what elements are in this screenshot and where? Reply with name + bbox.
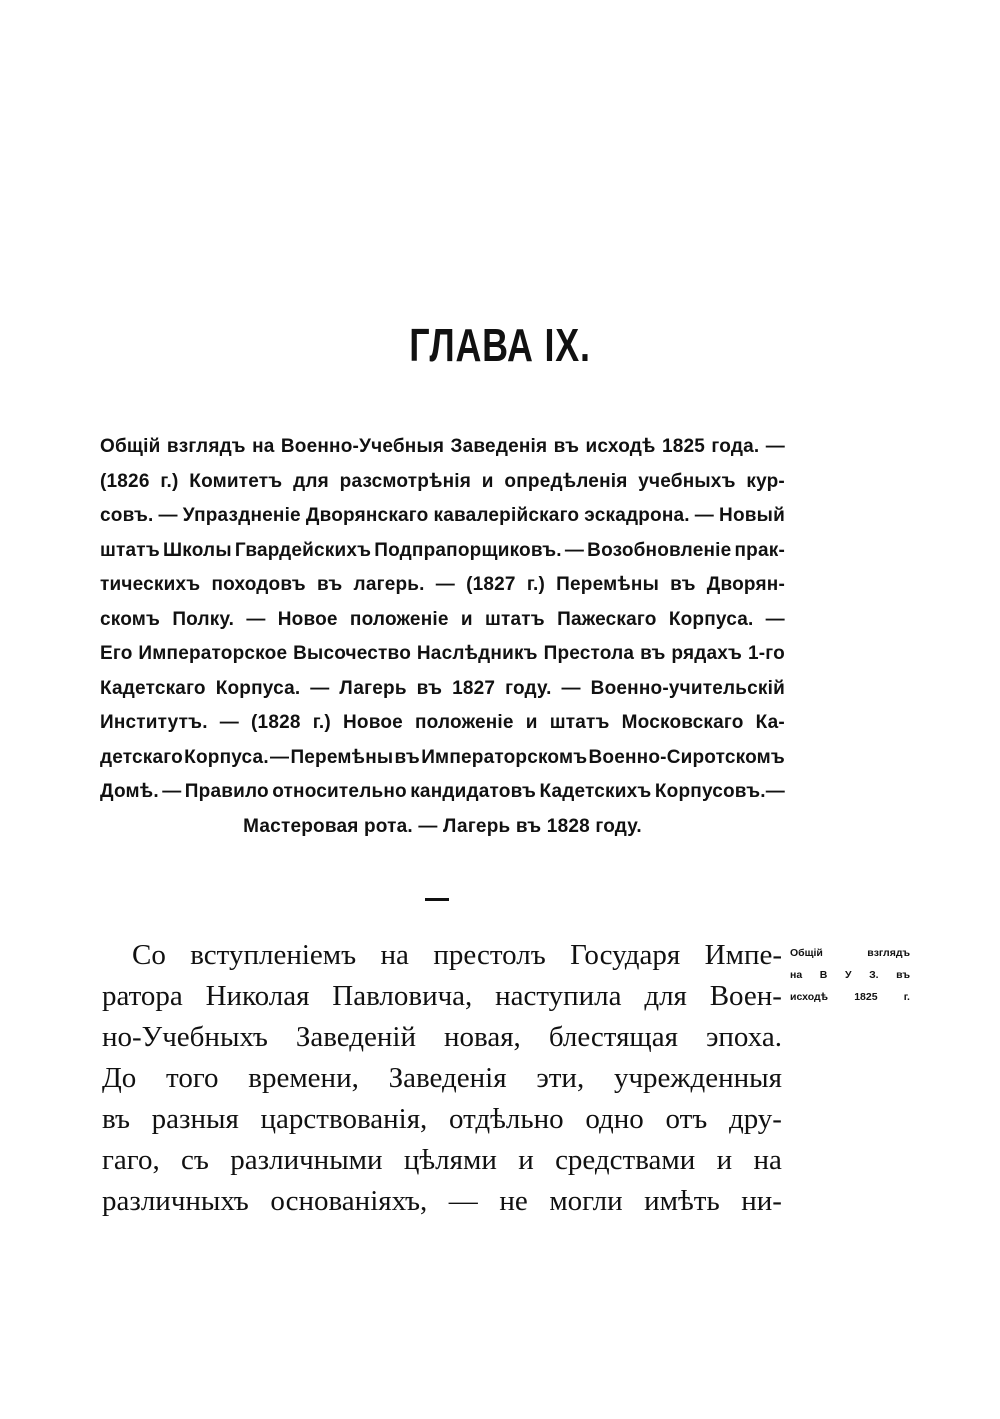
summary-word: году. (505, 677, 552, 699)
summary-word: относительно (272, 781, 407, 802)
summary-word: учебныхъ (638, 470, 736, 492)
summary-word: Заведенія (450, 436, 548, 457)
summary-word: и (481, 470, 494, 492)
summary-word: — (561, 677, 581, 699)
summary-word: Подпрапорщиковъ. (374, 539, 562, 561)
body-word: того (166, 1062, 219, 1094)
summary-word: штатъ (100, 539, 160, 561)
summary-word: разсмотрѣнія (339, 470, 472, 492)
summary-word: Новый (719, 505, 785, 526)
summary-word: Дворянскаго (305, 505, 429, 526)
summary-word: въ (316, 574, 343, 595)
body-word: Со (132, 939, 166, 971)
body-word: эпоха. (705, 1021, 782, 1053)
margin-note-word: 1825 (854, 991, 878, 1003)
summary-line (100, 499, 785, 534)
summary-word: въ (416, 677, 443, 699)
summary-word: въ (640, 643, 666, 664)
summary-line (100, 603, 785, 638)
summary-word: Его (100, 643, 133, 664)
summary-word: — (310, 677, 330, 699)
chapter-title: ГЛАВА IX. (409, 319, 591, 371)
margin-note-line (790, 964, 910, 986)
summary-word: г.) (160, 470, 179, 492)
margin-note-line (790, 942, 910, 964)
summary-word: положеніе (414, 712, 514, 733)
body-word: для (644, 980, 687, 1012)
summary-word: Императорское (138, 643, 288, 664)
summary-word: для (293, 470, 329, 492)
body-word: — (448, 1185, 478, 1217)
body-text (102, 935, 782, 1222)
body-word: и (518, 1144, 534, 1176)
summary-word: г.) (526, 574, 546, 595)
body-line (102, 1058, 782, 1099)
summary-word: — (765, 436, 785, 457)
body-word: различныхъ (102, 1185, 249, 1217)
summary-word: детскаго (100, 746, 183, 768)
body-word: средствами (555, 1144, 696, 1176)
body-word: дру- (728, 1103, 782, 1135)
body-word: престолъ (433, 939, 546, 971)
summary-word: Военно-учительскій (590, 677, 785, 699)
summary-word: кандидатовъ (410, 781, 537, 802)
body-word: Государя (570, 939, 681, 971)
summary-word: и (525, 712, 538, 733)
body-word: различными (230, 1144, 383, 1176)
body-line (102, 1140, 782, 1181)
summary-line (100, 810, 785, 845)
summary-line (100, 706, 785, 741)
summary-word: Комитетъ (189, 470, 283, 492)
summary-word: Полку. (172, 608, 235, 630)
margin-note (790, 942, 910, 1008)
summary-word: и (460, 608, 473, 630)
summary-word: (1826 (100, 470, 150, 492)
body-line (102, 1099, 782, 1140)
summary-word: Корпуса. (184, 746, 269, 768)
summary-word: 1-го (747, 643, 785, 664)
summary-line (100, 775, 785, 810)
summary-word: — (765, 608, 785, 630)
summary-word: положеніе (349, 608, 449, 630)
summary-word: походовъ (211, 574, 306, 595)
body-line (102, 976, 782, 1017)
body-line (102, 1017, 782, 1058)
summary-word: Наслѣдникъ (416, 643, 538, 664)
summary-word: — (158, 505, 178, 526)
summary-line (100, 430, 785, 465)
chapter-summary (100, 430, 785, 844)
summary-word: Школы (162, 539, 232, 561)
summary-word: на (252, 436, 275, 457)
summary-word: — (564, 539, 585, 561)
margin-note-line (790, 986, 910, 1008)
body-word: основаніяхъ, (270, 1185, 428, 1217)
summary-word: скомъ (100, 608, 161, 630)
body-word: царствованія, (260, 1103, 428, 1135)
summary-word: Военно-Сиротскомъ (588, 746, 785, 768)
body-word: въ (102, 1103, 130, 1135)
body-word: на (753, 1144, 782, 1176)
summary-word: Высочество (293, 643, 411, 664)
summary-line (100, 534, 785, 569)
summary-word: Военно-Учебныя (280, 436, 445, 457)
summary-word: опредѣленія (504, 470, 628, 492)
margin-note-word: г. (903, 991, 910, 1003)
margin-note-word: взглядъ (867, 947, 910, 959)
summary-word: Лагерь (339, 677, 407, 699)
summary-word: Кадетскихъ (539, 781, 652, 802)
summary-word: штатъ (484, 608, 545, 630)
body-word: учрежденныя (613, 1062, 782, 1094)
summary-word: исходѣ (585, 436, 656, 457)
body-word: Павловича, (332, 980, 473, 1012)
summary-line (100, 637, 785, 672)
body-word: ни- (741, 1185, 782, 1217)
summary-word: Корпуса. (215, 677, 301, 699)
summary-word: Институтъ. (100, 712, 208, 733)
body-word: отдѣльно (448, 1103, 564, 1135)
summary-word: кавалерійскаго (433, 505, 580, 526)
body-word: вступленіемъ (190, 939, 357, 971)
summary-word: — (694, 505, 714, 526)
summary-word: Перемѣны (290, 746, 394, 768)
body-word: Воен- (709, 980, 782, 1012)
summary-word: Корпусовъ.— (654, 781, 785, 802)
body-word: на (380, 939, 409, 971)
summary-word: 1825 (661, 436, 706, 457)
summary-word: рядахъ (671, 643, 743, 664)
summary-word: Новое (277, 608, 338, 630)
summary-word: г.) (312, 712, 331, 733)
margin-note-word: въ (896, 969, 910, 981)
body-word: цѣлями (403, 1144, 497, 1176)
body-word: наступила (495, 980, 622, 1012)
body-word: но-Учебныхъ (102, 1021, 268, 1053)
summary-word: лагерь. (353, 574, 425, 595)
summary-word: Мастеровая рота. — Лагерь въ 1828 году. (243, 815, 642, 837)
margin-note-word: исходѣ (790, 991, 829, 1003)
summary-word: — (162, 781, 182, 802)
summary-word: Московскаго (621, 712, 744, 733)
summary-word: въ (670, 574, 696, 595)
summary-word: Пажескаго (557, 608, 657, 630)
body-word: не (499, 1185, 528, 1217)
summary-line (100, 465, 785, 500)
summary-word: Престола (543, 643, 635, 664)
summary-word: Упраздненіе (182, 505, 301, 526)
summary-word: Новое (342, 712, 403, 733)
body-word: отъ (665, 1103, 708, 1135)
body-word: Заведеній (295, 1021, 416, 1053)
summary-word: тическихъ (100, 574, 201, 595)
summary-word: Домѣ. (100, 781, 159, 802)
summary-word: — (270, 746, 290, 768)
summary-word: Дворян- (706, 574, 785, 595)
margin-note-word: З. (869, 969, 879, 981)
summary-word: взглядъ (166, 436, 246, 457)
body-word: съ (181, 1144, 209, 1176)
summary-word: Корпуса. (668, 608, 754, 630)
body-word: Импе- (704, 939, 782, 971)
summary-word: Ка- (755, 712, 785, 733)
body-word: и (716, 1144, 733, 1176)
margin-note-word: В (819, 969, 828, 981)
body-word: одно (585, 1103, 644, 1135)
summary-word: въ (394, 746, 420, 768)
body-line (102, 935, 782, 976)
summary-word: штатъ (549, 712, 610, 733)
summary-word: — (435, 574, 455, 595)
body-word: разныя (151, 1103, 239, 1135)
summary-word: кур- (746, 470, 785, 492)
summary-line (100, 741, 785, 776)
summary-word: (1827 (466, 574, 516, 595)
summary-word: (1828 (251, 712, 301, 733)
body-word: Николая (205, 980, 310, 1012)
margin-note-word: на (790, 969, 803, 981)
summary-word: Общій (100, 436, 161, 457)
body-word: имѣть (644, 1185, 720, 1217)
summary-word: Правило (184, 781, 269, 802)
margin-note-word: Общій (790, 947, 823, 959)
summary-word: — (246, 608, 266, 630)
summary-word: Перемѣны (556, 574, 660, 595)
summary-line (100, 568, 785, 603)
body-word: времени, (248, 1062, 359, 1094)
summary-word: Гвардейскихъ (234, 539, 372, 561)
summary-word: Возобновленіе (587, 539, 732, 561)
body-word: эти, (536, 1062, 585, 1094)
summary-word: — (219, 712, 239, 733)
summary-word: прак- (734, 539, 785, 561)
summary-word: въ (553, 436, 580, 457)
summary-word: Кадетскаго (100, 677, 206, 699)
summary-line (100, 672, 785, 707)
margin-note-word: У (844, 969, 852, 981)
body-word: новая, (444, 1021, 521, 1053)
summary-word: совъ. (100, 505, 154, 526)
body-word: блестящая (548, 1021, 678, 1053)
section-divider (425, 898, 449, 901)
body-word: Заведенія (388, 1062, 507, 1094)
body-word: ратора (102, 980, 183, 1012)
body-word: могли (549, 1185, 623, 1217)
body-word: гаго, (102, 1144, 160, 1176)
body-line (102, 1181, 782, 1222)
summary-word: года. (711, 436, 760, 457)
summary-word: эскадрона. (584, 505, 690, 526)
summary-word: 1827 (452, 677, 496, 699)
summary-word: Императорскомъ (421, 746, 588, 768)
body-word: До (102, 1062, 137, 1094)
